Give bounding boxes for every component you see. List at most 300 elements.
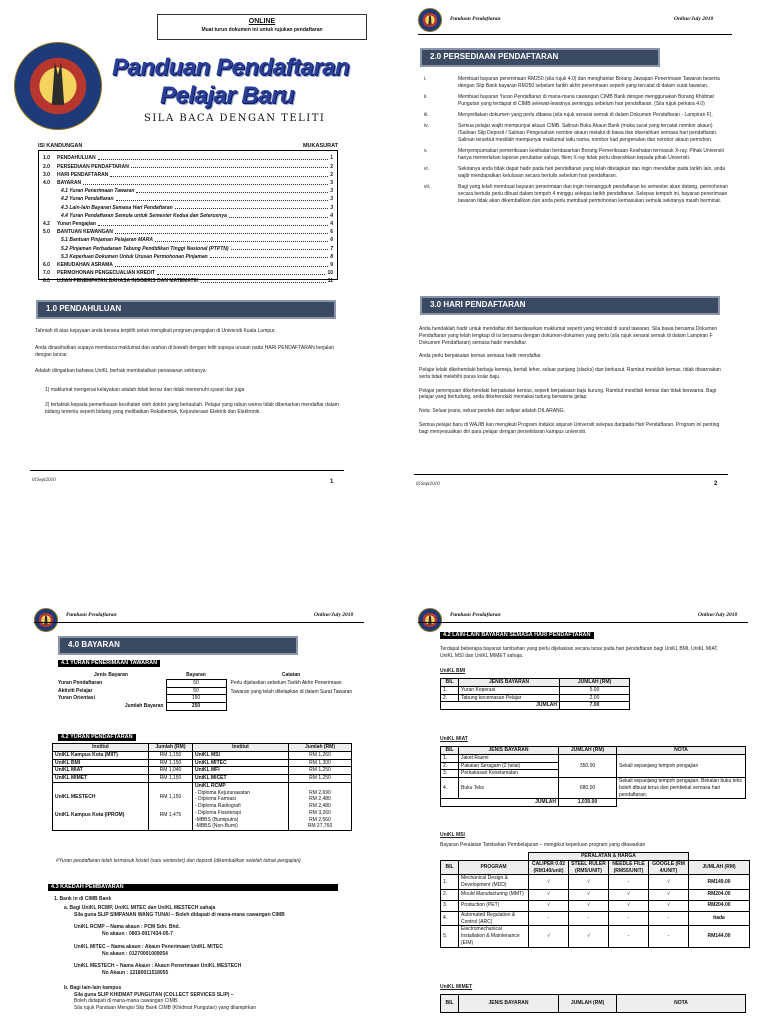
toc-title: Yuran Pengajian [57, 220, 96, 227]
list-marker: iv. [424, 123, 429, 130]
payment-line: Sila guna SLIP KHIDMAT PUNGUTAN (COLLECT SERVICES SLIP) – [74, 991, 234, 998]
table-row [441, 875, 750, 890]
online-subtitle: Muat turun dokumen ini untuk rujukan pendaftaran [201, 27, 323, 34]
institute-name: UniKL Kampus Kota (MIIT) [53, 751, 149, 759]
toc-page: 2 [330, 163, 333, 170]
col-header: JUMLAH (RM) [560, 679, 630, 687]
col-header: BIL [441, 995, 459, 1013]
header-rule [418, 34, 732, 35]
fee-total: RM204.00 [689, 889, 750, 900]
toc-title: 5.2 Pinjaman Perbadanan Tabung Pendidikan Tinggi Nasional (PTPTN) [61, 245, 229, 252]
section-1-body [35, 328, 340, 422]
miat-fee-table [440, 746, 746, 807]
toc-leader [115, 233, 328, 234]
toc-page: 1 [330, 155, 333, 162]
page-4 [384, 590, 768, 1024]
fee-amount: RM 2,480 [309, 796, 331, 803]
institute-name: UniKL MICET [193, 775, 289, 783]
equipment-check: - [609, 911, 649, 926]
list-text: Sekiranya anda tidak dapat hadir pada hari pendaftaran yang telah ditetapkan dan ingin mendaftar pada tarikh lain, anda wajib mendapatkan kelulusan secara bertulis sebelum hari pendaftaran. [458, 166, 726, 179]
toc-page: 6 [330, 229, 333, 236]
paragraph: Anda hendaklah hadir untuk mendaftar diri berdasarkan maklumat seperti yang tercatat di surat tawaran. Sila bawa bersama Dokumen Pendaftaran yang telah lengkap di isi bersama dengan dokumen-dokumen yang perlu (sila rujuk senarai semak di dalam Lampiran F Dokumen Pendaftaran) semasa hadir mendaftar. [419, 326, 718, 346]
toc-leader [175, 208, 329, 209]
toc-leader [210, 257, 329, 258]
rcmp-programs [193, 782, 289, 830]
payment-line: No Akaun : 12180011518055 [102, 970, 169, 976]
toc-entry [43, 154, 333, 162]
toc-number: 3.0 [43, 171, 50, 178]
list-text: Menyempurnakan pemeriksaan kesihatan berdasarkan Borang Pemeriksaan Kesihatan termasuk X-ray. Pihak Universiti hanya memerlukan laporan perubatan sahaja, filem X-ray tidak perlu diserahkan kepada pihak Universiti. [458, 148, 724, 161]
toc-leader [116, 200, 329, 201]
col-header: Catatan [281, 672, 301, 679]
fee-name: Perkakasan Keselamatan [459, 770, 559, 778]
program-name: - Diploma Farmasi [195, 796, 236, 803]
toc-title: 4.1 Yuran Penerimaan Tawaran [61, 188, 135, 195]
toc-entry [43, 260, 333, 268]
rcmp-title: UniKL RCMP [195, 782, 226, 789]
equipment-check: - [569, 911, 609, 926]
program-name: Mechanical Design & Development (MDD) [459, 875, 529, 890]
list-marker: vii. [424, 184, 431, 190]
fee-amount: 5.00 [560, 686, 630, 694]
toc-page: 2 [330, 171, 333, 178]
toc-header-right: MUKASURAT [302, 143, 338, 149]
registration-fee-table [52, 743, 352, 831]
payment-line: b. Bagi lain-lain kampus [64, 984, 122, 991]
toc-leader [229, 217, 328, 218]
toc-entry [43, 203, 333, 211]
fee-amount: RM 1,260 [289, 751, 352, 759]
institute-name: UniKL MSI [193, 751, 289, 759]
col-header: JUMLAH (RM) [689, 860, 750, 875]
bil-cell: 3. [441, 900, 459, 911]
bmi-label: UniKL BMI [440, 668, 466, 674]
payment-line: 1. Bank in di CIMB Bank [54, 896, 112, 902]
fee-amount: RM 1,150 [149, 775, 193, 783]
program-name: - Diploma Fisioterapi [195, 809, 241, 816]
toc-entry [43, 211, 333, 219]
subsection-4-2: 4.2 YURAN PENDAFTARAN [58, 734, 136, 741]
fee-amount: RM 1,250 [289, 767, 352, 775]
bil-cell: 1. [441, 686, 459, 694]
program-name: Mould Manufacturing (MMT) [459, 889, 529, 900]
fee-amount: RM 1,150 [149, 759, 193, 767]
toc-number: 7.0 [43, 270, 50, 277]
payment-line: Boleh didapati di mana-mana cawangan CIMB. [74, 998, 179, 1005]
equipment-check: √ [569, 875, 609, 890]
payment-line: UniKL MITEC – Nama akaun : Akaun Penerimaan UniKL MITEC [74, 943, 223, 950]
col-header: Jenis Bayaran [94, 672, 128, 679]
institute-name: UniKL MFI [193, 767, 289, 775]
list-marker: vi. [424, 166, 429, 172]
footer-date: 01Sept2010 [416, 482, 440, 487]
fee-amount: 150 [166, 695, 226, 703]
toc-number: 5.0 [43, 229, 50, 236]
toc-title: KEMUDAHAN ASRAMA [57, 261, 113, 268]
list-item [424, 112, 732, 119]
doc-title-line1: Panduan Pendaftaran [112, 54, 350, 81]
toc-title: BANTUAN KEWANGAN [57, 229, 113, 236]
fee-total: RM204.00 [689, 900, 750, 911]
toc-entry [43, 170, 333, 178]
col-header: CALIPER 0.02 (RM140/unit) [529, 860, 569, 875]
rcmp-amounts [289, 782, 352, 830]
equipment-check: √ [609, 889, 649, 900]
toc-leader [98, 225, 328, 226]
equipment-check: - [649, 911, 689, 926]
fee-note: Perlu dijelaskan sebelum Tarikh Akhir Penerimaan Tawaran yang telah ditetapkan di dalam Surat Tawaran [230, 680, 353, 695]
toc-page: 11 [327, 278, 333, 285]
toc-page: 10 [327, 270, 333, 277]
other-fees-intro: Terdapat beberapa bayaran tambahan yang perlu dijelaskan secara tunai pada hari pendaftaran bagi UniKL BMI, UniKL MIAT, UniKL MSI dan UniKL MIMET sahaja. [440, 646, 719, 659]
payment-method-text [50, 896, 350, 1012]
toc-title: 4.2 Yuran Pendaftaran [61, 196, 114, 203]
equipment-check: √ [569, 926, 609, 947]
fee-amount: RM 1,250 [289, 775, 352, 783]
toc-title: 5.3 Keperluan Dokumen Untuk Urusan Permohonan Pinjaman [61, 253, 208, 260]
toc-page: 9 [330, 261, 333, 268]
toc-entry [43, 162, 333, 170]
header-title: Panduan Pendaftaran [450, 16, 501, 22]
fee-name: Yuran Orientasi [58, 695, 95, 702]
col-header: Bayaran [186, 672, 206, 678]
fee-name: Yuran Koperasi [459, 686, 560, 694]
footer-date: 01Sept2010 [32, 478, 56, 483]
page-3 [0, 590, 384, 1024]
toc-number: 2.0 [43, 163, 50, 170]
col-header: JENIS BAYARAN [459, 995, 559, 1013]
equipment-check: √ [529, 926, 569, 947]
list-marker: i. [424, 76, 427, 82]
equipment-check: √ [609, 900, 649, 911]
toc-title: PENDAHULUAN [57, 155, 96, 162]
table-row [53, 767, 352, 775]
mimet-fee-table [440, 994, 746, 1013]
header-date: Online/July 2010 [698, 612, 738, 618]
toc-entry [43, 277, 333, 285]
bil-cell: 4. [441, 911, 459, 926]
payment-line: Sila rujuk Panduan Mengisi Slip Bank CIMB (Khidmat Pungutan) yang dilampirkan [74, 1005, 257, 1011]
toc-leader [136, 192, 328, 193]
fee-amount: RM 2,480 [309, 803, 331, 809]
spacer [291, 783, 349, 790]
list-marker: iii. [424, 112, 429, 118]
toc-page: 4 [330, 212, 333, 219]
fee-total: 250 [166, 703, 226, 711]
toc-page: 3 [330, 196, 333, 203]
institute-name: UniKL Kampus Kota (IPROM) [55, 812, 125, 819]
bil-cell: 4. [441, 778, 459, 799]
fee-total: tiada [689, 911, 750, 926]
online-title: ONLINE [248, 18, 276, 25]
bil-cell: 3. [441, 770, 459, 778]
list-text: Menyediakan dokumen yang perlu dibawa (sila rujuk senarai semak di dalam Dokumen Pendaftaran - Lampiran F). [458, 112, 713, 118]
institute-name: UniKL MIAT [53, 767, 149, 775]
bil-cell: 5. [441, 926, 459, 947]
equipment-check: √ [569, 900, 609, 911]
toc-entry [43, 252, 333, 260]
header-date: Online/July 2010 [674, 16, 714, 22]
payment-line: No akaun : 0803-0017434-05-7 [102, 931, 173, 937]
fee-name: Aktiviti Pelajar [58, 687, 93, 694]
header-date: Online/July 2010 [314, 612, 354, 618]
toc-entry [43, 195, 333, 203]
list-marker: ii. [424, 94, 428, 100]
fee-amount: RM 1,150 [149, 751, 193, 759]
table-row [441, 900, 750, 911]
page-1 [0, 0, 384, 500]
unikl-logo [14, 42, 102, 130]
toc-title: PERSEDIAAN PENDAFTARAN [57, 163, 129, 170]
fee-name: Jaket Rasmi [459, 754, 559, 762]
bil-cell: 2. [441, 889, 459, 900]
toc-page: 8 [330, 253, 333, 260]
table-row [53, 782, 352, 830]
equipment-check: - [649, 926, 689, 947]
section-4-header: 4.0 BAYARAN [58, 636, 298, 655]
table-row [441, 926, 750, 947]
fee-amount: 50 [166, 687, 226, 695]
fee-total: 7.00 [560, 702, 630, 710]
fee-amount: RM 1,040 [149, 767, 193, 775]
list-text: Semua pelajar wajib mempunyai akaun CIMB. Salinan Buku Akaun Bank (muka surat yang tercatat nombor akaun) /Salinan Slip Deposit / Salinan Pengesahan nombor akaun melalui di bawa dan diserahkan semasa hari pendaftaran. Salinan tersebut mestilah mempunyai maklumat iaitu nama, nombor kad pengenalan dan nombor akaun pemohon. [458, 123, 718, 143]
list-item [424, 184, 732, 204]
offer-fee-table [56, 672, 356, 711]
col-header: BIL [441, 860, 459, 875]
toc-leader [155, 241, 328, 242]
read-carefully-text: SILA BACA DENGAN TELITI [144, 113, 326, 124]
toc-page: 3 [330, 188, 333, 195]
table-row [53, 751, 352, 759]
col-header: JUMLAH (RM) [559, 747, 617, 755]
toc-leader [115, 266, 328, 267]
toc-title: UJIAN PENEMPATAN BAHASA INGGERIS DAN MATEMATIK [57, 278, 199, 285]
fee-note: Sekali sepanjang tempoh pengajian. Bekalan buku teks boleh dibuat terus dari pembekal semasa hari pendaftaran. [617, 778, 746, 799]
toc-page: 6 [330, 237, 333, 244]
header-rule [34, 622, 364, 623]
toc-entry [43, 220, 333, 228]
header-title: Panduan Pendaftaran [450, 612, 501, 618]
paragraph: Tahniah di atas kejayaan anda kerana terpilih untuk mengikuti program pengajian di Universiti Kuala Lumpur. [35, 328, 276, 334]
payment-line: UniKL RCMP – Nama akaun : PCM Sdn. Bhd. [74, 924, 180, 931]
toc-page: 7 [330, 245, 333, 252]
institute-name: UniKL MESTECH [55, 793, 96, 800]
bil-cell: 1. [441, 754, 459, 762]
fee-amount: RM 1,300 [289, 759, 352, 767]
fee-total: RM149.00 [689, 875, 750, 890]
toc-entry [43, 228, 333, 236]
paragraph: Semua pelajar baru di WAJIB kan mengikuti Program Induksi anjuran Universiti selepas daripada Hari Pendaftaran. Program ini penting bagi menyesuaikan diri para pelajar dengan persekitaran kampus universiti. [419, 421, 720, 435]
table-row [441, 889, 750, 900]
payment-line: Sila guna SLIP SIMPANAN WANG TUNAI – Boleh didapati di mana-mana cawangan CIMB [74, 911, 285, 918]
list-item [424, 123, 732, 143]
toc-leader [98, 159, 329, 160]
page-number: 1 [330, 479, 334, 485]
fee-amount: RM 27,760 [307, 823, 333, 830]
fee-total: RM144.00 [689, 926, 750, 947]
table-row [441, 911, 750, 926]
fee-total-label: Jumlah Bayaran [124, 703, 164, 709]
fee-total-label: JUMLAH [441, 702, 560, 710]
list-item: 1) maklumat mengenai kelayakan adalah tidak benar dan tidak memenuhi syarat dan juga [45, 387, 245, 393]
toc-leader [231, 249, 329, 250]
paragraph: Anda perlu berpakaian kemas semasa hadir mendaftar. [419, 353, 542, 360]
fee-amount: 50 [166, 679, 226, 687]
fee-name: Yuran Pendaftaran [58, 679, 103, 686]
list-text: Membuat bayaran penerimaan RM250 (sila rujuk 4.0) dan menghantar Borang Jawapan Penerimaan Tawaran beserta dengan Slip Bank bayaran RM250 sebelum tarikh akhir penerimaan seperti yang tercatat di dalam surat tawaran. [458, 76, 720, 89]
online-notice-box [157, 14, 367, 40]
list-item [424, 76, 732, 90]
list-item [424, 148, 732, 162]
bil-cell: 2. [441, 762, 459, 770]
institute-name: UniKL BMI [53, 759, 149, 767]
toc-entry [43, 244, 333, 252]
unikl-logo [418, 8, 442, 32]
bil-cell: 2. [441, 694, 459, 702]
list-item: 2) tertakluk kepada pemeriksaan kesihatan oleh doktor yang bertauliah. Pelajar yang rabun warna tidak dibenarkan mendaftar dalam bidang tertentu seperti bidang yang melibatkan Rekabentuk, Kejuruteraan Elektrik dan Elektronik. [45, 401, 339, 415]
paragraph: Anda dinasihatkan supaya membaca maklumat dan arahan di bawah dengan teliti supaya urusan pada HARI PENDAFTARAN berjalan dengan lancar. [35, 344, 334, 358]
equipment-check: √ [529, 875, 569, 890]
fee-amount: RM 1,475 [159, 812, 182, 819]
fee-amount: RM 2,560 [309, 816, 331, 823]
toc-page: 4 [330, 220, 333, 227]
toc-title: 4.3 Lain-lain Bayaran Semasa Hari Pendaftaran [61, 204, 173, 211]
fee-amount: 2.00 [560, 694, 630, 702]
col-header: BIL [441, 747, 459, 755]
equipment-check: √ [529, 900, 569, 911]
toc-leader [201, 282, 326, 283]
col-header: STEEL RULER (RM5/UNIT) [569, 860, 609, 875]
col-header: PROGRAM [459, 860, 529, 875]
fee-name: Pakaian Seragam (2 helai) [459, 762, 559, 770]
toc-title: 5.1 Bantuan Pinjaman Pelajaran MARA [61, 237, 153, 244]
equipment-check: √ [649, 875, 689, 890]
fee-amount: RM 3,260 [309, 809, 331, 816]
msi-label: UniKL MSI [440, 832, 465, 838]
equipment-check: - [609, 875, 649, 890]
institute-name: UniKL MITEC [193, 759, 289, 767]
unikl-logo [34, 608, 58, 632]
header-rule [418, 622, 748, 623]
payment-line: a. Bagi UniKL RCMP, UniKL MITEC dan UniKL MESTECH sahaja [64, 904, 216, 911]
subsection-4-1: 4.1 YURAN PENERIMAAN TAWARAN [58, 660, 160, 667]
list-text: Membuat bayaran Yuran Pendaftaran di mana-mana cawangan CIMB Bank dengan menggunakan Borang Khidmat Pungutan yang terdapat di CIMB selewat-lewatnya seminggu sebelum hari pendaftaran. (Sila rujuk perkara 4.0) [458, 94, 714, 107]
toc-title: HARI PENDAFTARAN [57, 171, 109, 178]
equipment-check: - [529, 911, 569, 926]
doc-title-line2: Pelajar Baru [160, 82, 295, 109]
fee-amounts [149, 782, 193, 830]
header-title: Panduan Pendaftaran [66, 612, 117, 618]
fee-name: Buku Teks [459, 778, 559, 799]
toc-leader [157, 274, 325, 275]
table-of-contents [38, 150, 338, 285]
col-header: Jumlah (RM) [149, 744, 193, 752]
col-header: GOOGLE (RM 4/UNIT) [649, 860, 689, 875]
col-header: JENIS BAYARAN [459, 679, 560, 687]
col-header: Institut [193, 744, 289, 752]
table-row [53, 759, 352, 767]
equipment-check: - [609, 926, 649, 947]
toc-entry [43, 179, 333, 187]
toc-title: BAYARAN [57, 180, 82, 186]
toc-number: 1.0 [43, 155, 50, 162]
table-row [53, 775, 352, 783]
equipment-check: √ [569, 889, 609, 900]
toc-number: 8.0 [43, 278, 50, 285]
mimet-label: UniKL MIMET [440, 984, 473, 990]
toc-number: 4.2 [43, 220, 50, 227]
program-name: - Diploma Radiografi [195, 803, 241, 809]
toc-leader [83, 184, 328, 185]
section-3-header: 3.0 HARI PENDAFTARAN [420, 296, 720, 315]
institute-names [53, 782, 149, 830]
msi-subtitle: Bayaran Peralatan Tambahan Pembelajaran – mengikut keperluan program yang ditawarkan [440, 842, 646, 848]
program-name: -MBBS (Bumiputra) [195, 816, 239, 823]
paragraph: Nota: Seluar jeans, seluar pendek dan selipar adalah DILARANG. [419, 408, 565, 414]
subsection-4-3: 4.3 KAEDAH PEMBAYARAN [48, 884, 338, 891]
page-gap [0, 500, 768, 590]
page-2 [384, 0, 768, 500]
list-item [424, 94, 732, 108]
paragraph: Pelajar lelaki dikehendaki berbaju kemeja, bertali leher, seluar panjang (slacks) dan berkasut. Rambut mestilah kemas, tidak diwarnakan serta tidak melebihi paras kolar baju. [419, 367, 721, 380]
toc-number: 6.0 [43, 261, 50, 268]
fee-total: 1,030.00 [559, 799, 617, 807]
equipment-check: √ [649, 889, 689, 900]
equipment-check: √ [649, 900, 689, 911]
col-header: JENIS BAYARAN [459, 747, 559, 755]
toc-header-left: ISI KANDUNGAN [38, 143, 83, 149]
program-name: Electromechanical Installation & Maintenance (EIM) [459, 926, 529, 947]
program-name: -MBBS (Non-Bumi) [195, 823, 238, 830]
fee-name: Tabung kecemasan Pelajar [459, 694, 560, 702]
bmi-fee-table [440, 678, 630, 710]
section-2-header: 2.0 PERSEDIAAN PENDAFTARAN [420, 48, 660, 67]
institute-name: UniKL MIMET [53, 775, 149, 783]
msi-equipment-table [440, 852, 750, 948]
footer-rule [30, 470, 344, 471]
fee-amount: 680.00 [559, 778, 617, 799]
col-header: NOTA [617, 747, 746, 755]
program-name: Production (PET) [459, 900, 529, 911]
fee-total-label: JUMLAH [441, 799, 559, 807]
toc-entry [43, 187, 333, 195]
toc-number: 4.0 [43, 180, 50, 186]
program-name: - Diploma Kejururawatan [195, 789, 251, 796]
col-header: Institut [53, 744, 149, 752]
miat-label: UniKL MIAT [440, 736, 468, 742]
toc-title: PERMOHONAN PENGECUALIAN KREDIT [57, 270, 156, 277]
fee-note: Sekali sepanjang tempoh pengajian [617, 754, 746, 777]
toc-entry [43, 236, 333, 244]
bil-cell: 1. [441, 875, 459, 890]
col-header: JUMLAH (RM) [559, 995, 617, 1013]
col-header: NEEDLE FILE (RM55/UNIT) [609, 860, 649, 875]
toc-page: 3 [330, 180, 333, 186]
fee-amount: RM 1,150 [159, 793, 182, 800]
col-header: BIL [441, 679, 459, 687]
fee-amount: 350.00 [559, 754, 617, 777]
fee-amount: RM 2,690 [309, 789, 331, 796]
equipment-check: √ [529, 889, 569, 900]
unikl-logo [418, 608, 442, 632]
subsection-4-2-other: 4.2 LAIN-LAIN BAYARAN SEMASA HARI PENDAFTARAN [440, 632, 594, 639]
col-header: NOTA [617, 995, 746, 1013]
footer-rule [414, 474, 728, 475]
toc-entry [43, 269, 333, 277]
toc-leader [110, 176, 328, 177]
preparation-list [424, 76, 732, 209]
paragraph: Pelajar perempuan dikehendaki berpakaian kemas, seperti berpakaian baju kurung. Rambut mestilah kemas dan tidak berwarna. Bagi pelajar yang bertudung, anda dikehendaki memakai tudung berwarna gelap. [419, 387, 717, 401]
